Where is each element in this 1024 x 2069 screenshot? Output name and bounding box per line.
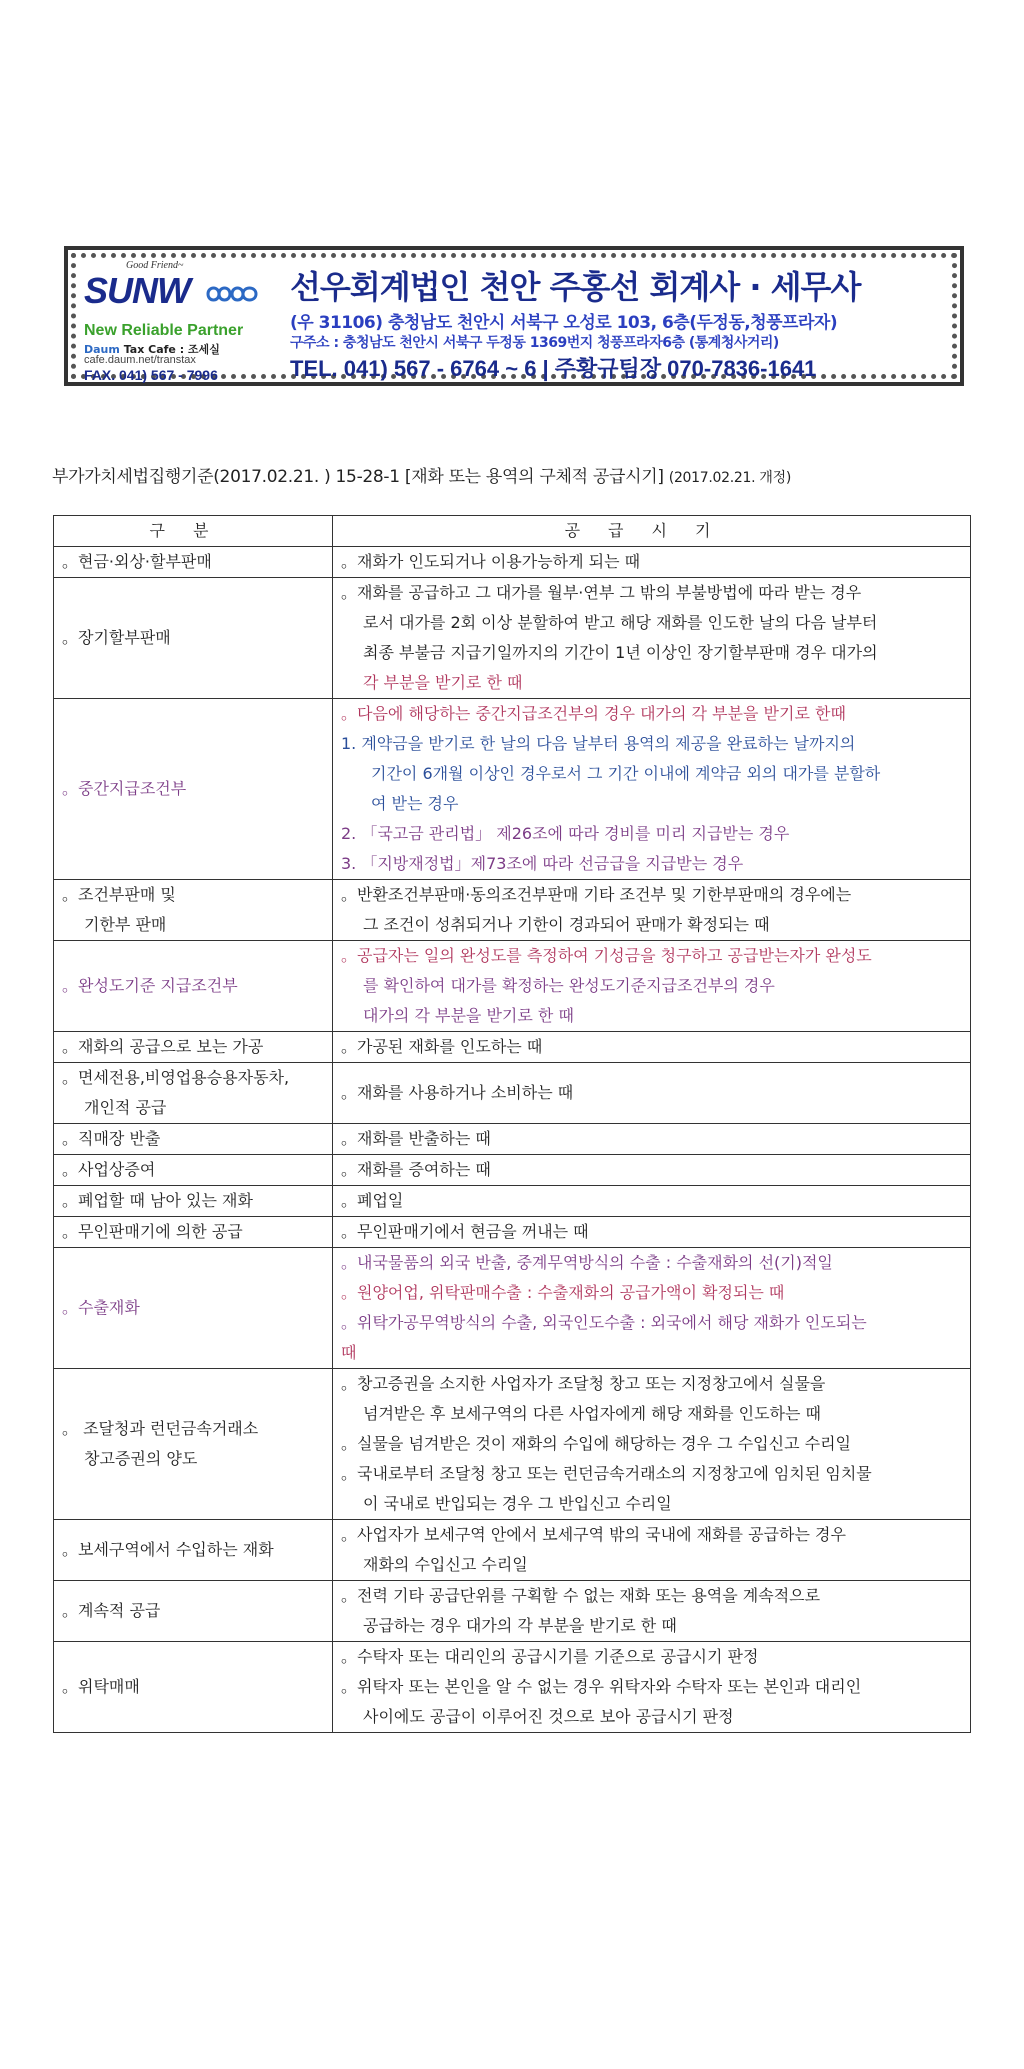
table-row xyxy=(54,1063,971,1124)
logo-slogan: New Reliable Partner xyxy=(84,322,244,339)
table-row xyxy=(54,1581,971,1642)
row-category: 。계속적 공급 xyxy=(54,1581,333,1642)
table-row xyxy=(54,1520,971,1581)
row-supply-time xyxy=(333,1186,971,1217)
row-line: 。실물을 넘겨받은 것이 재화의 수입에 해당하는 경우 그 수입신고 수리일 xyxy=(341,1434,851,1453)
row-line: 。재화가 인도되거나 이용가능하게 되는 때 xyxy=(341,552,641,571)
row-line: 。공급자는 일의 완성도를 측정하여 기성금을 청구하고 공급받는자가 완성도 xyxy=(341,946,872,965)
row-supply-time xyxy=(333,880,971,941)
row-category-line: 。 조달청과 런던금속거래소 xyxy=(62,1419,259,1438)
firm-telephone: TEL. 041) 567 - 6764 ~ 6 | 주황규팀장 070-7836-1641 xyxy=(290,356,817,381)
logo-wordmark: SUNW xyxy=(84,270,190,311)
row-supply-time xyxy=(333,1369,971,1520)
row-category: 。보세구역에서 수입하는 재화 xyxy=(54,1520,333,1581)
row-category: 。완성도기준 지급조건부 xyxy=(54,941,333,1032)
row-line: 여 받는 경우 xyxy=(371,794,459,813)
table-row xyxy=(54,1032,971,1063)
row-line: 3. 「지방재정법」제73조에 따라 선금급을 지급받는 경우 xyxy=(341,854,744,873)
row-line: 대가의 각 부분을 받기로 한 때 xyxy=(363,1006,574,1025)
row-line: 。전력 기타 공급단위를 구획할 수 없는 재화 또는 용역을 계속적으로 xyxy=(341,1586,821,1605)
row-supply-time xyxy=(333,1063,971,1124)
row-category: 。사업상증여 xyxy=(54,1155,333,1186)
fax-number: FAX. 041) 567 - 7996 xyxy=(84,367,218,383)
table-row xyxy=(54,941,971,1032)
table-header-row xyxy=(54,516,971,547)
row-category: 。위탁매매 xyxy=(54,1642,333,1733)
row-line: 2. 「국고금 관리법」 제26조에 따라 경비를 미리 지급받는 경우 xyxy=(341,824,790,843)
row-category-line: 창고증권의 양도 xyxy=(84,1449,198,1468)
row-line: 。국내로부터 조달청 창고 또는 런던금속거래소의 지정창고에 임치된 임치물 xyxy=(341,1464,872,1483)
document-heading xyxy=(52,462,791,487)
company-logo xyxy=(80,260,270,383)
infinity-icon xyxy=(206,282,258,306)
header-category: 구분 xyxy=(54,516,333,547)
row-category xyxy=(54,1369,333,1520)
table-row xyxy=(54,699,971,880)
header-banner xyxy=(64,246,964,386)
row-line: 공급하는 경우 대가의 각 부분을 받기로 한 때 xyxy=(363,1616,677,1635)
table-row xyxy=(54,1155,971,1186)
table-row xyxy=(54,1248,971,1369)
cafe-url: cafe.daum.net/transtax xyxy=(84,354,196,366)
row-line: 。수탁자 또는 대리인의 공급시기를 기준으로 공급시기 판정 xyxy=(341,1647,759,1666)
row-line: 。가공된 재화를 인도하는 때 xyxy=(341,1037,543,1056)
logo-tagline: Good Friend~ xyxy=(126,260,184,271)
row-supply-time xyxy=(333,1155,971,1186)
header-supply-time: 공급시기 xyxy=(333,516,971,547)
row-category: 。중간지급조건부 xyxy=(54,699,333,880)
row-line: 。다음에 해당하는 중간지급조건부의 경우 대가의 각 부분을 받기로 한때 xyxy=(341,704,846,723)
row-line: 를 확인하여 대가를 확정하는 완성도기준지급조건부의 경우 xyxy=(363,976,775,995)
table-row xyxy=(54,578,971,699)
row-category xyxy=(54,1063,333,1124)
row-category-line: 。면세전용,비영업용승용자동차, xyxy=(62,1068,290,1087)
row-category: 。수출재화 xyxy=(54,1248,333,1369)
row-category: 。폐업할 때 남아 있는 재화 xyxy=(54,1186,333,1217)
row-supply-time xyxy=(333,941,971,1032)
row-supply-time xyxy=(333,1581,971,1642)
row-line: 사이에도 공급이 이루어진 것으로 보아 공급시기 판정 xyxy=(363,1707,734,1726)
supply-timing-table xyxy=(53,515,971,1733)
row-category: 。재화의 공급으로 보는 가공 xyxy=(54,1032,333,1063)
row-line: 。반환조건부판매·동의조건부판매 기타 조건부 및 기한부판매의 경우에는 xyxy=(341,885,852,904)
row-line: 각 부분을 받기로 한 때 xyxy=(363,673,523,692)
row-line: 재화의 수입신고 수리일 xyxy=(363,1555,528,1574)
row-category: 。현금·외상·할부판매 xyxy=(54,547,333,578)
row-line: 기간이 6개월 이상인 경우로서 그 기간 이내에 계약금 외의 대가를 분할하 xyxy=(371,764,881,783)
row-category-line: 기한부 판매 xyxy=(84,915,167,934)
row-line: 이 국내로 반입되는 경우 그 반입신고 수리일 xyxy=(363,1494,672,1513)
firm-old-address: 구주소 : 충청남도 천안시 서북구 두정동 1369번지 청풍프라자6층 (통계청사거리) xyxy=(290,335,779,351)
row-line: 1. 계약금을 받기로 한 날의 다음 날부터 용역의 제공을 완료하는 날까지의 xyxy=(341,734,856,753)
row-line: 。창고증권을 소지한 사업자가 조달청 창고 또는 지정창고에서 실물을 xyxy=(341,1374,826,1393)
row-line: 로서 대가를 2회 이상 분할하여 받고 해당 재화를 인도한 날의 다음 날부터 xyxy=(363,613,878,632)
firm-title: 선우회계법인 천안 주홍선 회계사 · 세무사 xyxy=(290,268,861,306)
row-category-line: 。조건부판매 및 xyxy=(62,885,176,904)
row-line: 。폐업일 xyxy=(341,1191,404,1210)
row-supply-time xyxy=(333,1520,971,1581)
row-line: 。재화를 반출하는 때 xyxy=(341,1129,491,1148)
table-row xyxy=(54,1642,971,1733)
row-category: 。직매장 반출 xyxy=(54,1124,333,1155)
row-line: 。내국물품의 외국 반출, 중계무역방식의 수출 : 수출재화의 선(기)적일 xyxy=(341,1253,833,1272)
row-line: 때 xyxy=(341,1343,357,1362)
heading-revision-note: (2017.02.21. 개정) xyxy=(668,470,792,486)
row-category-line: 개인적 공급 xyxy=(84,1098,167,1117)
row-line: 넘겨받은 후 보세구역의 다른 사업자에게 해당 재화를 인도하는 때 xyxy=(363,1404,822,1423)
row-category: 。무인판매기에 의한 공급 xyxy=(54,1217,333,1248)
table-row xyxy=(54,547,971,578)
row-supply-time xyxy=(333,578,971,699)
firm-address: (우 31106) 충청남도 천안시 서북구 오성로 103, 6층(두정동,청풍프라자) xyxy=(290,313,838,333)
row-category: 。장기할부판매 xyxy=(54,578,333,699)
table-row xyxy=(54,1124,971,1155)
row-line: 최종 부불금 지급기일까지의 기간이 1년 이상인 장기할부판매 경우 대가의 xyxy=(363,643,878,662)
row-line: 。무인판매기에서 현금을 꺼내는 때 xyxy=(341,1222,589,1241)
row-line: 。사업자가 보세구역 안에서 보세구역 밖의 국내에 재화를 공급하는 경우 xyxy=(341,1525,846,1544)
row-supply-time xyxy=(333,699,971,880)
row-line: 。위탁가공무역방식의 수출, 외국인도수출 : 외국에서 해당 재화가 인도되는 xyxy=(341,1313,867,1332)
row-supply-time xyxy=(333,1642,971,1733)
row-supply-time xyxy=(333,1032,971,1063)
cafe-brand: Daum xyxy=(84,343,120,356)
row-line: 。재화를 공급하고 그 대가를 월부·연부 그 밖의 부불방법에 따라 받는 경우 xyxy=(341,583,862,602)
row-line: 。위탁자 또는 본인을 알 수 없는 경우 위탁자와 수탁자 또는 본인과 대리인 xyxy=(341,1677,862,1696)
row-supply-time xyxy=(333,1124,971,1155)
row-supply-time xyxy=(333,1248,971,1369)
heading-main: 부가가치세법집행기준(2017.02.21. ) 15-28-1 [재화 또는 용역의 구체적 공급시기] xyxy=(52,467,664,487)
row-line: 그 조건이 성취되거나 기한이 경과되어 판매가 확정되는 때 xyxy=(363,915,770,934)
row-line: 。재화를 사용하거나 소비하는 때 xyxy=(341,1083,574,1102)
row-line: 。재화를 증여하는 때 xyxy=(341,1160,491,1179)
table-row xyxy=(54,1217,971,1248)
table-row xyxy=(54,1369,971,1520)
row-supply-time xyxy=(333,547,971,578)
row-supply-time xyxy=(333,1217,971,1248)
cafe-label-text: Tax Cafe : 조세실 xyxy=(123,343,220,356)
table-row xyxy=(54,880,971,941)
table-row xyxy=(54,1186,971,1217)
row-line: 。원양어업, 위탁판매수출 : 수출재화의 공급가액이 확정되는 때 xyxy=(341,1283,785,1302)
row-category xyxy=(54,880,333,941)
